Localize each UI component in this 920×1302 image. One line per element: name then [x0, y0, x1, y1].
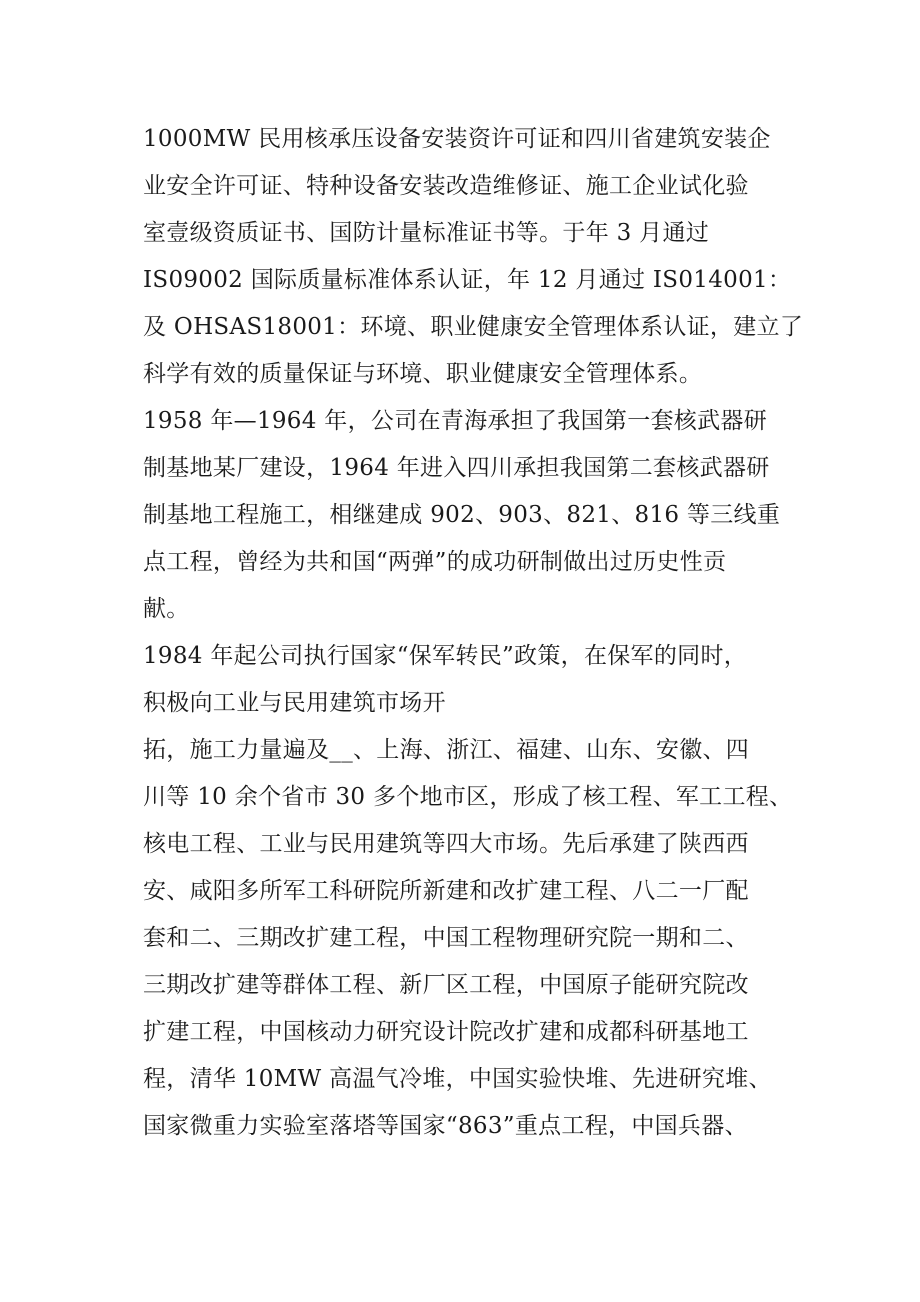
- text-line: 核电工程、工业与民用建筑等四大市场。先后承建了陕西西: [143, 831, 749, 857]
- text-line: 科学有效的质量保证与环境、职业健康安全管理体系。: [143, 361, 703, 387]
- text-line: 套和二、三期改扩建工程，中国工程物理研究院一期和二、: [143, 925, 749, 951]
- text-line: 程，清华 10MW 高温气冷堆，中国实验快堆、先进研究堆、: [143, 1066, 772, 1092]
- text-line: 积极向工业与民用建筑市场开: [143, 690, 446, 716]
- text-line: 扩建工程，中国核动力研究设计院改扩建和成都科研基地工: [143, 1019, 749, 1045]
- text-line: 点工程，曾经为共和国“两弹”的成功研制做出过历史性贡: [143, 549, 727, 575]
- text-line: 拓，施工力量遍及__、上海、浙江、福建、山东、安徽、四: [143, 737, 750, 763]
- text-line: 安、咸阳多所军工科研院所新建和改扩建工程、八二一厂配: [143, 878, 749, 904]
- text-line: 1000MW 民用核承压设备安装资许可证和四川省建筑安装企: [143, 126, 771, 152]
- text-line: 三期改扩建等群体工程、新厂区工程，中国原子能研究院改: [143, 972, 749, 998]
- text-line: 1958 年—1964 年，公司在青海承担了我国第一套核武器研: [143, 408, 767, 434]
- text-line: 及 OHSAS18001：环境、职业健康安全管理体系认证，建立了: [143, 314, 804, 340]
- text-line: 制基地工程施工，相继建成 902、903、821、816 等三线重: [143, 502, 781, 528]
- text-line: IS09002 国际质量标准体系认证，年 12 月通过 IS014001：: [143, 267, 792, 293]
- text-line: 制基地某厂建设，1964 年进入四川承担我国第二套核武器研: [143, 455, 770, 481]
- text-line: 国家微重力实验室落塔等国家“863”重点工程，中国兵器、: [143, 1113, 748, 1139]
- body-text: [143, 116, 803, 1150]
- text-line: 1984 年起公司执行国家“保军转民”政策，在保军的同时，: [143, 643, 748, 669]
- text-line: 业安全许可证、特种设备安装改造维修证、施工企业试化验: [143, 173, 749, 199]
- text-line: 室壹级资质证书、国防计量标准证书等。于年 3 月通过: [143, 220, 710, 246]
- text-line: 川等 10 余个省市 30 多个地市区，形成了核工程、军工工程、: [143, 784, 793, 810]
- text-line: 献。: [143, 596, 190, 622]
